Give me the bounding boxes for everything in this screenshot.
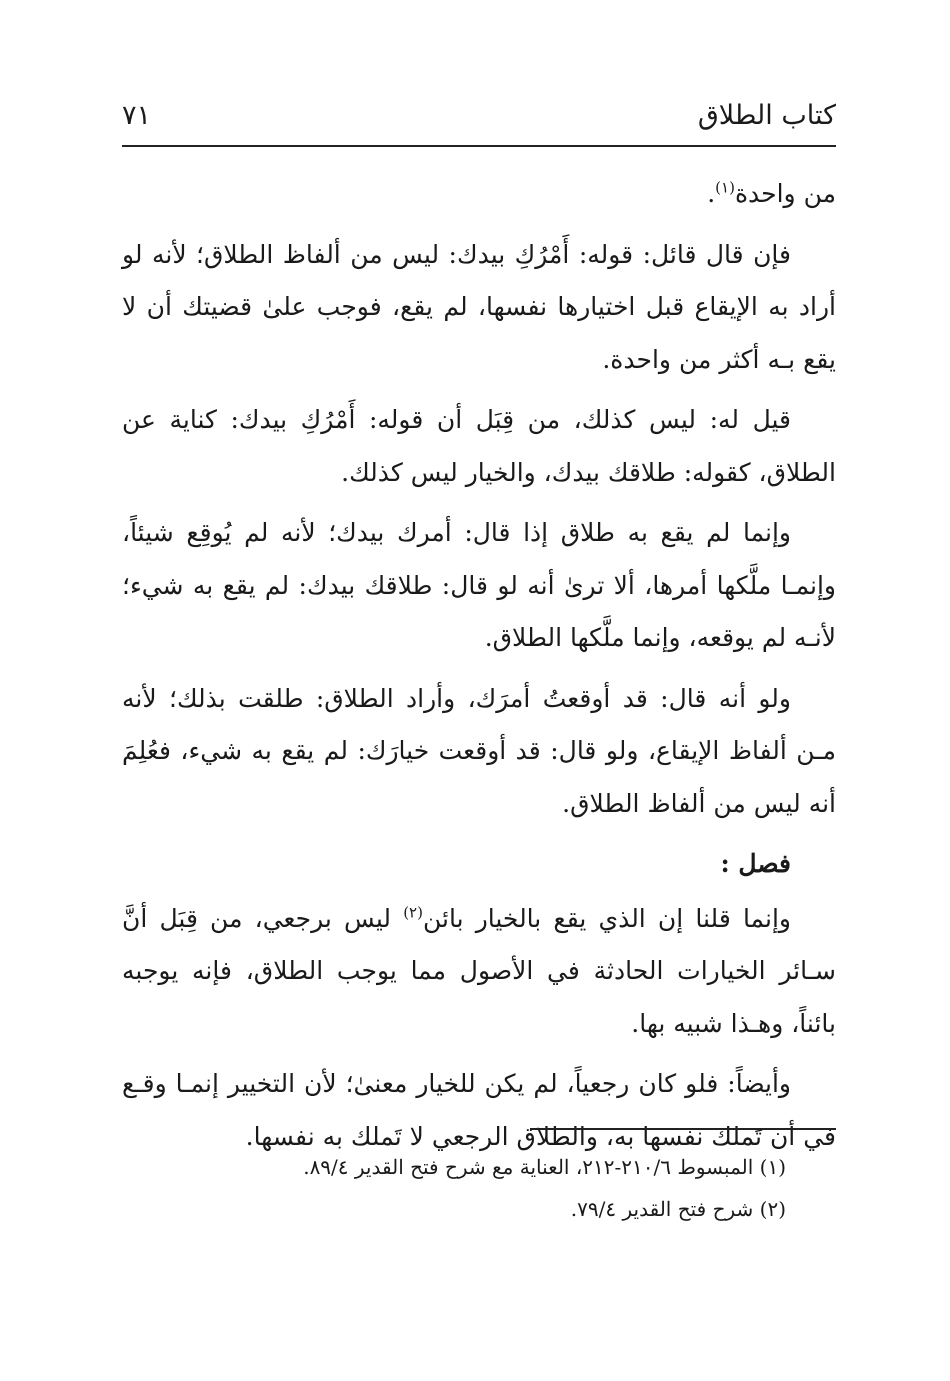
footnote-2: (٢) شرح فتح القدير ٧٩/٤.	[570, 1197, 786, 1221]
page-number: ٧١	[122, 100, 152, 131]
section-heading: فصل :	[720, 849, 791, 878]
paragraph-1-text: من واحدة	[734, 179, 836, 208]
paragraph-2: فإن قال قائل: قوله: أَمْرُكِ بيدك: ليس من ألفاظ الطلاق؛ لأنه لو أراد به الإيقاع قبل اختيارها نفسها، لم يقع، فوجب علىٰ قضيتك أن لا يقع بـه أكثر من واحدة.	[122, 239, 836, 374]
paragraph-1	[122, 168, 836, 221]
paragraph-4: وإنما لم يقع به طلاق إذا قال: أمرك بيدك؛ لأنه لم يُوقِع شيئاً، وإنمـا ملَّكها أمرها، ألا ترىٰ أنه لو قال: طلاقك بيدك: لم يقع به شيء؛ لأنـه لم يوقعه، وإنما ملَّكها الطلاق.	[122, 518, 836, 652]
paragraph-6-text-b: ليس برجعي، من قِبَل أنَّ سـائر الخيارات الحادثة في الأصول مما يوجب الطلاق، فإنه يوجبه بائناً، وهـذا شبيه بها.	[122, 903, 836, 1038]
footnote-ref-2[interactable]: (٢)	[403, 903, 423, 922]
paragraph-1-end: .	[707, 179, 716, 208]
paragraph-6	[122, 893, 836, 1051]
running-title: كتاب الطلاق	[697, 100, 836, 131]
paragraph-5: ولو أنه قال: قد أوقعتُ أمرَك، وأراد الطلاق: طلقت بذلك؛ لأنه مـن ألفاظ الإيقاع، ولو قال: قد أوقعت خيارَك: لم يقع به شيء، فعُلِمَ أنه ليس من ألفاظ الطلاق.	[122, 683, 836, 818]
footnote-rule	[530, 1128, 836, 1130]
footnote-1: (١) المبسوط ٢١٠/٦-٢١٢، العناية مع شرح فتح القدير ٨٩/٤.	[303, 1155, 786, 1179]
paragraph-7: وأيضاً: فلو كان رجعياً، لم يكن للخيار معنىٰ؛ لأن التخيير إنمـا وقـع في أن تَملك نفسها به، والطلاق الرجعي لا تَملك به نفسها.	[122, 1069, 836, 1151]
page-header	[122, 92, 836, 144]
footnotes	[122, 1146, 836, 1230]
footnote-ref-1[interactable]: (١)	[715, 178, 735, 197]
paragraph-3: قيل له: ليس كذلك، من قِبَل أن قوله: أَمْرُكِ بيدك: كناية عن الطلاق، كقوله: طلاقك بيدك، والخيار ليس كذلك.	[122, 405, 836, 487]
main-text	[122, 168, 836, 1171]
paragraph-6-text-a: وإنما قلنا إن الذي يقع بالخيار بائن	[422, 903, 791, 933]
header-rule	[122, 145, 836, 147]
